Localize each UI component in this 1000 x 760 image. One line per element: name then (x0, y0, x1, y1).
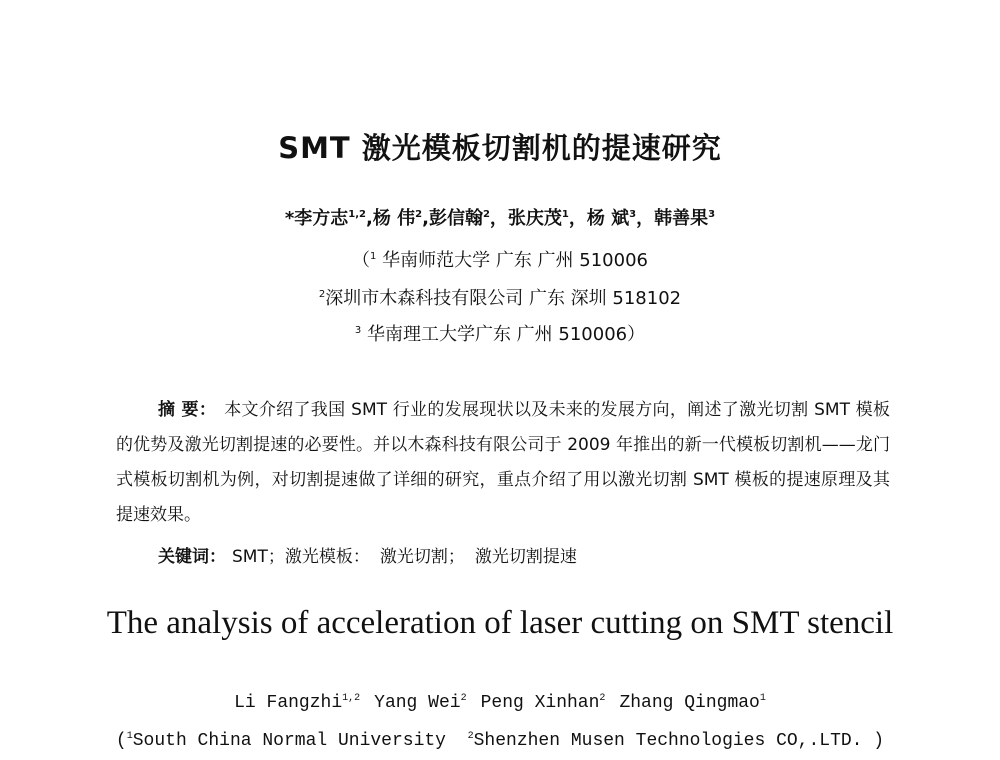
author-affiliation-mark: 2 (482, 209, 490, 220)
author-separator: ， (489, 208, 508, 229)
affiliation-en (0, 731, 1000, 751)
affiliation-mark: 1 (126, 731, 133, 742)
abstract-paragraph (116, 393, 890, 533)
paper-title-en: The analysis of acceleration of laser cutting on SMT stencil (106, 605, 894, 641)
keywords-line (158, 542, 587, 567)
affiliation-mark: 1 (370, 251, 377, 262)
affiliation-text: 华南师范大学 广东 广州 510006 (376, 250, 648, 271)
author-list-cn (0, 204, 1000, 230)
author-affiliation-mark: 1,2 (348, 209, 367, 220)
author-name-cn: 杨 伟 (372, 208, 416, 229)
author-affiliation-mark: 2 (415, 209, 423, 220)
author-affiliation-mark: 2 (599, 693, 606, 704)
author-separator: ， (636, 208, 655, 229)
author-separator: , (366, 208, 373, 229)
author-separator: , (422, 208, 429, 229)
keyword-item: 激光切割； (379, 547, 465, 567)
keyword-item: SMT；激光模板： (232, 547, 370, 567)
author-name-en: Li Fangzhi (234, 693, 343, 713)
affiliation-text: 华南理工大学广东 广州 510006） (361, 324, 646, 345)
author-name-cn: 韩善果 (654, 208, 709, 229)
abstract-text: 本文介绍了我国 SMT 行业的发展现状以及未来的发展方向，阐述了激光切割 SMT 模板的优势及激光切割提速的必要性。并以木森科技有限公司于 2009 年推出的新一代模板切割机——龙门式模板切割机为例，对切割提速做了详细的研究，重点介绍了用以激光切割 SMT 模板的提速原理及其提速效果。 (116, 400, 890, 525)
affiliation-text: 深圳市木森科技有限公司 广东 深圳 518102 (325, 288, 682, 309)
affiliation-open-paren: （ (352, 250, 370, 271)
author-name-cn: 李方志 (294, 208, 349, 229)
author-affiliation-mark: 1,2 (342, 693, 361, 704)
affiliation-mark: 2 (318, 289, 326, 300)
abstract-label: 摘 要： (158, 400, 217, 420)
author-affiliation-mark: 2 (460, 693, 467, 704)
author-separator: ， (568, 208, 587, 229)
author-name-en: Yang Wei (374, 693, 461, 713)
affiliation-cn-1 (0, 246, 1000, 272)
affiliation-mark: 3 (354, 325, 362, 336)
affiliation-open-paren: ( (115, 731, 127, 751)
affiliation-cn-3 (0, 320, 1000, 346)
keyword-item: 激光切割提速 (474, 547, 577, 567)
keywords-label: 关键词： (158, 547, 226, 567)
paper-title-cn: SMT 激光模板切割机的提速研究 (278, 131, 722, 165)
author-affiliation-mark: 3 (629, 209, 637, 220)
author-name-cn: 彭信翰 (428, 208, 483, 229)
affiliation-cn-2 (0, 284, 1000, 310)
author-affiliation-mark: 3 (708, 209, 716, 220)
author-name-en: Zhang Qingmao (619, 693, 760, 713)
author-affiliation-mark: 1 (561, 209, 569, 220)
author-name-cn: 杨 斌 (586, 208, 630, 229)
affiliation-text: Shenzhen Musen Technologies CO,.LTD. ) (473, 731, 885, 751)
author-name-en: Peng Xinhan (480, 693, 600, 713)
affiliation-mark: 2 (467, 731, 474, 742)
corresponding-mark: * (284, 208, 295, 229)
author-list-en (0, 693, 1000, 713)
author-name-cn: 张庆茂 (507, 208, 562, 229)
author-affiliation-mark: 1 (759, 693, 766, 704)
affiliation-text: South China Normal University (132, 731, 457, 751)
